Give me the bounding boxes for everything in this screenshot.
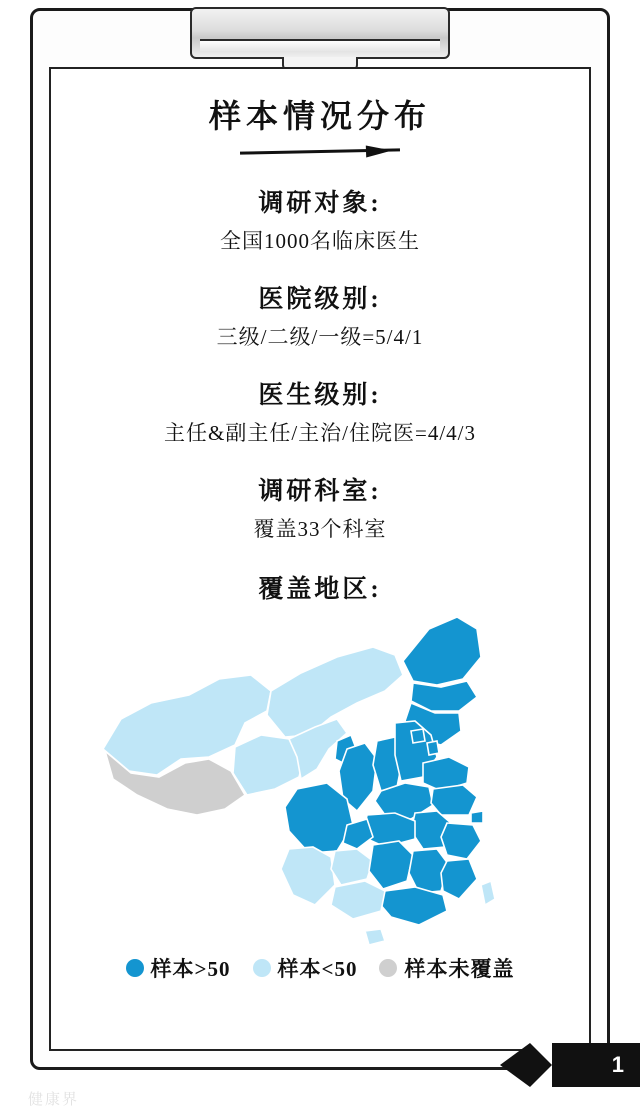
info-block-survey-target	[51, 183, 589, 255]
region-guangxi	[331, 881, 385, 919]
legend-dot-icon	[379, 959, 397, 977]
region-taiwan	[481, 881, 495, 905]
paper-sheet	[49, 67, 591, 1051]
legend-label: 样本未覆盖	[404, 957, 515, 981]
region-beijing	[411, 729, 425, 743]
region-tianjin	[427, 741, 439, 755]
info-block-hospital-level	[51, 279, 589, 351]
region-fujian	[441, 859, 477, 899]
region-yunnan	[281, 847, 335, 905]
clipboard	[30, 8, 610, 1070]
info-label: 覆盖地区:	[258, 576, 382, 603]
title-underline-decoration	[240, 145, 400, 159]
info-value: 主任&副主任/主治/住院医=4/4/3	[163, 421, 476, 445]
china-map	[51, 599, 589, 959]
region-guizhou	[331, 849, 373, 885]
info-label: 医院级别:	[258, 286, 382, 313]
clip-metal-clamp	[190, 7, 450, 59]
info-block-doctor-level	[51, 375, 589, 447]
legend-label: 样本<50	[277, 957, 358, 981]
info-block-departments	[51, 471, 589, 543]
region-zhejiang	[441, 823, 481, 859]
page-number-badge	[530, 1043, 640, 1087]
page-number: 1	[611, 1052, 624, 1077]
arrow-notch-icon	[530, 1043, 552, 1087]
legend-dot-icon	[253, 959, 271, 977]
region-hainan	[365, 929, 385, 945]
region-jiangsu	[431, 785, 477, 815]
china-map-svg	[85, 599, 555, 954]
info-value: 全国1000名临床医生	[220, 229, 420, 253]
info-label: 调研对象:	[258, 190, 382, 217]
info-label: 调研科室:	[258, 478, 382, 505]
region-shanghai	[471, 811, 483, 823]
watermark: 健康界	[28, 1092, 80, 1108]
region-heilongjiang	[403, 617, 481, 685]
legend-dot-icon	[126, 959, 144, 977]
info-label: 医生级别:	[258, 382, 382, 409]
region-guangdong	[379, 887, 447, 925]
info-value: 覆盖33个科室	[253, 517, 387, 541]
page-title: 样本情况分布	[208, 98, 431, 134]
info-value: 三级/二级/一级=5/4/1	[216, 325, 424, 349]
region-hunan	[369, 841, 413, 889]
legend-label: 样本>50	[150, 957, 231, 981]
